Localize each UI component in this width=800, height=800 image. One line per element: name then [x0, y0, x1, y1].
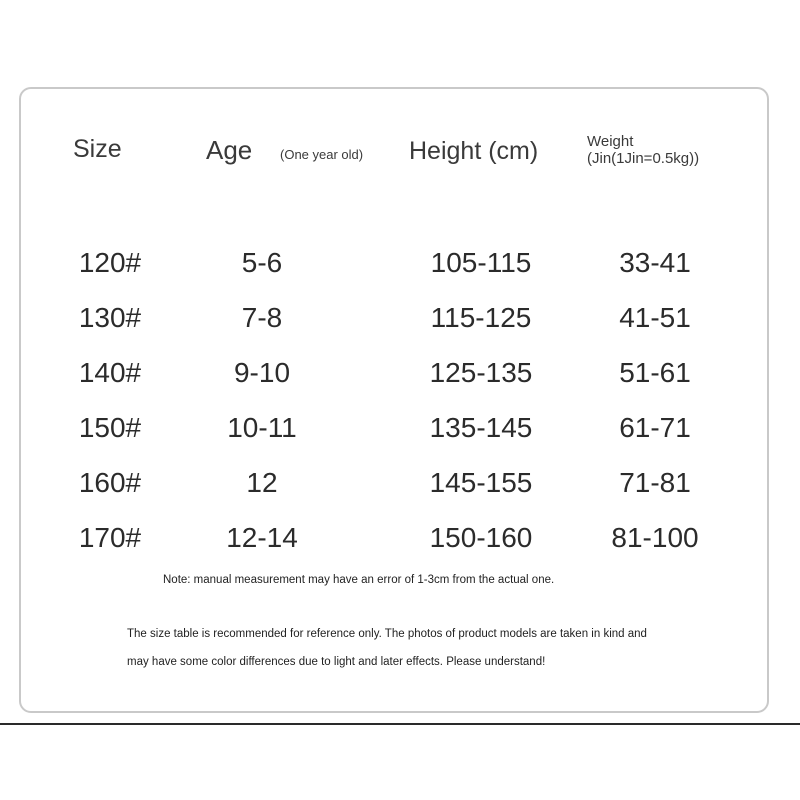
cell-size: 120# — [78, 247, 142, 278]
cell-height: 105-115 — [430, 247, 532, 278]
size-chart-card — [19, 87, 769, 713]
cell-age: 10-11 — [227, 412, 297, 443]
measurement-note: Note: manual measurement may have an error of 1-3cm from the actual one. — [163, 574, 555, 586]
cell-age: 12 — [246, 467, 278, 498]
cell-age: 9-10 — [233, 357, 291, 388]
cell-size: 130# — [78, 302, 142, 333]
table-row — [21, 518, 767, 558]
reference-disclaimer: The size table is recommended for reference only. The photos of product models are taken in kind and may have some color differences due to light and later effects. Please understand! — [127, 628, 647, 668]
header-height: Height (cm) — [409, 137, 539, 165]
cell-height: 125-135 — [429, 357, 533, 388]
cell-weight: 81-100 — [611, 522, 699, 553]
cell-size: 160# — [78, 467, 142, 498]
header-age: Age — [206, 135, 253, 165]
table-row — [21, 243, 767, 283]
table-row — [21, 463, 767, 503]
table-row — [21, 298, 767, 338]
cell-weight: 51-61 — [619, 357, 691, 388]
header-age-note: (One year old) — [280, 147, 364, 162]
cell-height: 145-155 — [429, 467, 533, 498]
cell-height: 115-125 — [430, 302, 532, 333]
size-table-body — [21, 89, 767, 711]
cell-height: 150-160 — [429, 522, 533, 553]
header-size: Size — [73, 135, 122, 163]
cell-weight: 41-51 — [619, 302, 691, 333]
cell-size: 170# — [78, 522, 142, 553]
cell-height: 135-145 — [429, 412, 533, 443]
table-row — [21, 408, 767, 448]
cell-age: 12-14 — [226, 522, 298, 553]
cell-age: 5-6 — [241, 247, 283, 278]
bottom-divider — [0, 723, 800, 725]
cell-weight: 61-71 — [619, 412, 691, 443]
table-row — [21, 353, 767, 393]
header-weight-unit: (Jin(1Jin=0.5kg)) — [587, 150, 700, 167]
cell-weight: 71-81 — [619, 467, 691, 498]
cell-size: 150# — [78, 412, 142, 443]
header-weight-title: Weight — [587, 133, 634, 150]
cell-weight: 33-41 — [619, 247, 691, 278]
cell-age: 7-8 — [241, 302, 283, 333]
cell-size: 140# — [78, 357, 142, 388]
